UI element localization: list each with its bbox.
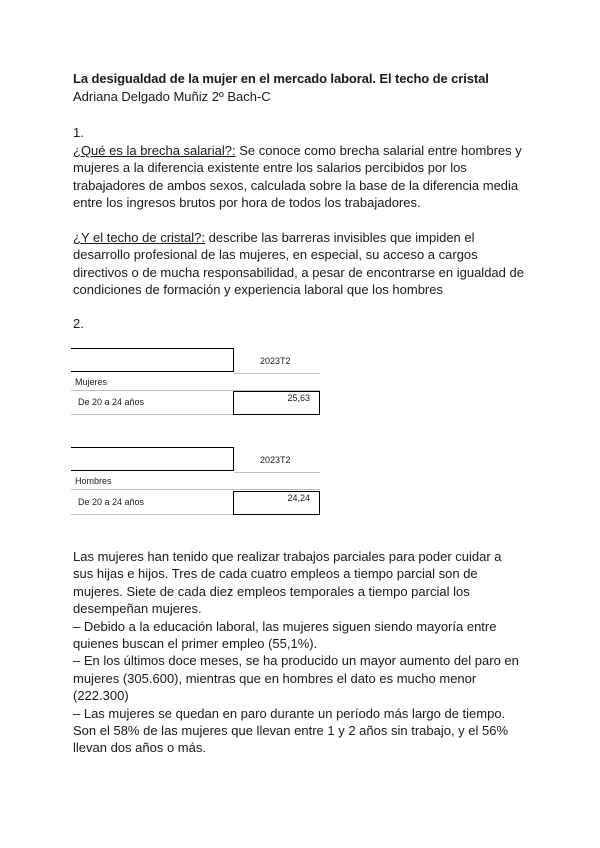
section-2-body — [73, 548, 533, 757]
table-border — [233, 447, 234, 471]
table-divider — [234, 472, 320, 473]
techo-cristal-paragraph — [73, 229, 533, 299]
paragraph-line: – Las mujeres se quedan en paro durante un período más largo de tiempo. — [73, 705, 506, 721]
answer-text: Se conoce como brecha salarial entre hombres y — [235, 143, 522, 158]
paragraph-line: quienes buscan el primer empleo (55,1%). — [73, 636, 318, 652]
paragraph-line: mujeres a la diferencia existente entre los salarios percibidos por los — [73, 160, 467, 176]
table-divider — [71, 514, 233, 515]
paragraph-line — [73, 142, 533, 159]
answer-text: describe las barreras invisibles que impiden el — [205, 230, 475, 245]
table-value: 25,63 — [287, 393, 310, 403]
table-border — [71, 371, 234, 372]
paragraph-line: trabajadores de ambos sexos, calculada sobre la base de la diferencia media — [73, 177, 519, 193]
table-row-label: De 20 a 24 años — [78, 397, 145, 407]
table-divider — [71, 414, 233, 415]
table-group-label: Mujeres — [75, 377, 108, 387]
table-border — [71, 447, 234, 448]
paragraph-line: entre los ingresos brutos por hora de todos los trabajadores. — [73, 195, 421, 211]
paragraph-line: Son el 58% de las mujeres que llevan entre 1 y 2 años sin trabajo, y el 56% — [73, 723, 509, 739]
paragraph-line: Las mujeres han tenido que realizar trabajos parciales para poder cuidar a — [73, 549, 502, 564]
paragraph-line — [73, 229, 533, 246]
section-1-number: 1. — [73, 125, 84, 140]
table-row-label: De 20 a 24 años — [78, 497, 145, 507]
paragraph-line: sus hijas e hijos. Tres de cada cuatro empleos a tiempo parcial son de — [73, 566, 478, 582]
paragraph-line: desempeñan mujeres. — [73, 601, 202, 617]
section-2-number: 2. — [73, 316, 84, 331]
document-title: La desigualdad de la mujer en el mercado laboral. El techo de cristal — [73, 71, 489, 86]
table-border — [233, 348, 234, 372]
paragraph-line: mujeres (305.600), mientras que en hombres el dato es mucho menor — [73, 670, 477, 686]
paragraph-line: (222.300) — [73, 688, 129, 704]
table-group-label: Hombres — [75, 476, 112, 486]
paragraph-line: – Debido a la educación laboral, las mujeres siguen siendo mayoría entre — [73, 618, 497, 634]
paragraph-line: llevan dos años o más. — [73, 740, 206, 756]
brecha-salarial-paragraph — [73, 142, 533, 212]
paragraph-line: directivos o de mucha responsabilidad, a pesar de encontrarse en igualdad de — [73, 264, 524, 280]
table-period-header: 2023T2 — [260, 455, 291, 465]
table-border — [71, 348, 234, 349]
table-value: 24,24 — [287, 493, 310, 503]
paragraph-line: – En los últimos doce meses, se ha producido un mayor aumento del paro en — [73, 653, 519, 669]
table-period-header: 2023T2 — [260, 356, 291, 366]
table-border — [71, 470, 234, 471]
document-author: Adriana Delgado Muñiz 2º Bach-C — [73, 89, 271, 104]
paragraph-line: condiciones de formación y experiencia laboral que los hombres — [73, 282, 443, 298]
table-divider — [71, 489, 320, 490]
question-label: ¿Y el techo de cristal?: — [73, 230, 205, 245]
paragraph-line: desarrollo profesional de las mujeres, en especial, su acceso a cargos — [73, 247, 478, 263]
question-label: ¿Qué es la brecha salarial?: — [73, 143, 236, 158]
paragraph-line: mujeres. Siete de cada diez empleos temporales a tiempo parcial los — [73, 583, 470, 599]
table-divider — [234, 373, 320, 374]
